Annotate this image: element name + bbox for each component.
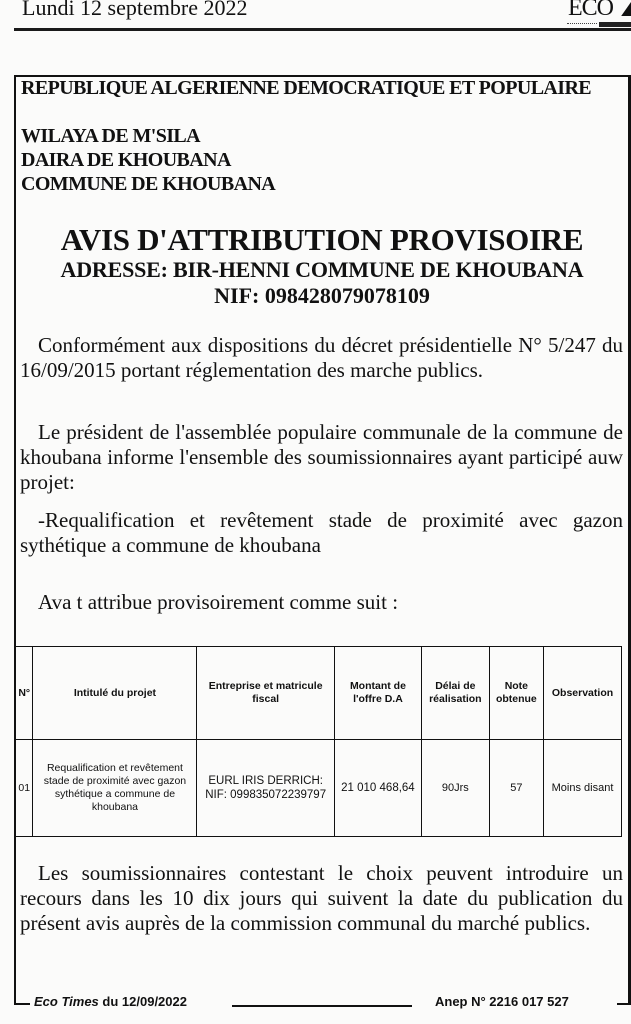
notice-nif: NIF: 098428079078109 [214, 283, 430, 308]
frame-corner-right [617, 1003, 631, 1005]
col-header-amount: Montant de l'offre D.A [334, 647, 421, 740]
cell-observation: Moins disant [544, 740, 622, 837]
col-header-observation: Observation [544, 647, 622, 740]
cell-number: 01 [16, 740, 33, 837]
cell-company: EURL IRIS DERRICH: NIF: 099835072239797 [197, 740, 334, 837]
publication-date: du 12/09/2022 [102, 994, 187, 1009]
notice-address: ADRESSE: BIR-HENNI COMMUNE DE KHOUBANA [60, 257, 584, 282]
project-paragraph: -Requalification et revêtement stade de proximité avec gazon sythétique a commune de khoubana [20, 508, 623, 557]
col-header-number: N° [16, 647, 33, 740]
wilaya-line: WILAYA DE M'SILA [21, 125, 200, 147]
newspaper-date: Lundi 12 septembre 2022 [22, 0, 248, 20]
republic-heading: REPUBLIQUE ALGERIENNE DEMOCRATIQUE ET POPULAIRE [21, 77, 592, 99]
notice-title: AVIS D'ATTRIBUTION PROVISOIRE [60, 222, 584, 257]
logo-subtitle-bar [599, 22, 631, 27]
newspaper-logo [565, 0, 631, 30]
col-header-company: Entreprise et matricule fiscal [197, 647, 334, 740]
footer-rule [232, 1005, 412, 1007]
logo-dotted-line [567, 23, 597, 24]
cell-project: Requalification et revêtement stade de proximité avec gazon sythétique a commune de khoubana [33, 740, 197, 837]
cell-amount: 21 010 468,64 [334, 740, 421, 837]
cell-delay: 90Jrs [422, 740, 490, 837]
appeal-paragraph: Les soumissionnaires contestant le choix peuvent introduire un recours dans les 10 dix jours qui suivent la date du publication du présent avis auprès de la commission communal du marché publics. [20, 861, 623, 935]
publication-credit [34, 994, 187, 1010]
publication-name: Eco Times [34, 994, 99, 1009]
frame-corner-left [14, 1003, 30, 1005]
award-intro: Ava t attribue provisoirement comme suit : [38, 590, 399, 614]
commune-line: COMMUNE DE KHOUBANA [21, 173, 276, 195]
president-paragraph: Le président de l'assemblée populaire communale de la commune de khoubana informe l'ensemble des soumissionnaires ayant participé auw projet: [20, 420, 623, 494]
logo-wordmark: ECO [568, 0, 613, 21]
col-header-delay: Délai de réalisation [422, 647, 490, 740]
table-header-row [16, 647, 622, 740]
masthead-rule [14, 28, 631, 31]
award-table [15, 646, 622, 837]
logo-triangle-icon [617, 2, 631, 16]
cell-score: 57 [489, 740, 543, 837]
col-header-project: Intitulé du projet [33, 647, 197, 740]
daira-line: DAIRA DE KHOUBANA [21, 149, 231, 171]
col-header-score: Note obtenue [489, 647, 543, 740]
decree-paragraph: Conformément aux dispositions du décret présidentielle N° 5/247 du 16/09/2015 portant réglementation des marche publics. [20, 333, 623, 382]
anep-reference: Anep N° 2216 017 527 [435, 994, 569, 1009]
table-row [16, 740, 622, 837]
